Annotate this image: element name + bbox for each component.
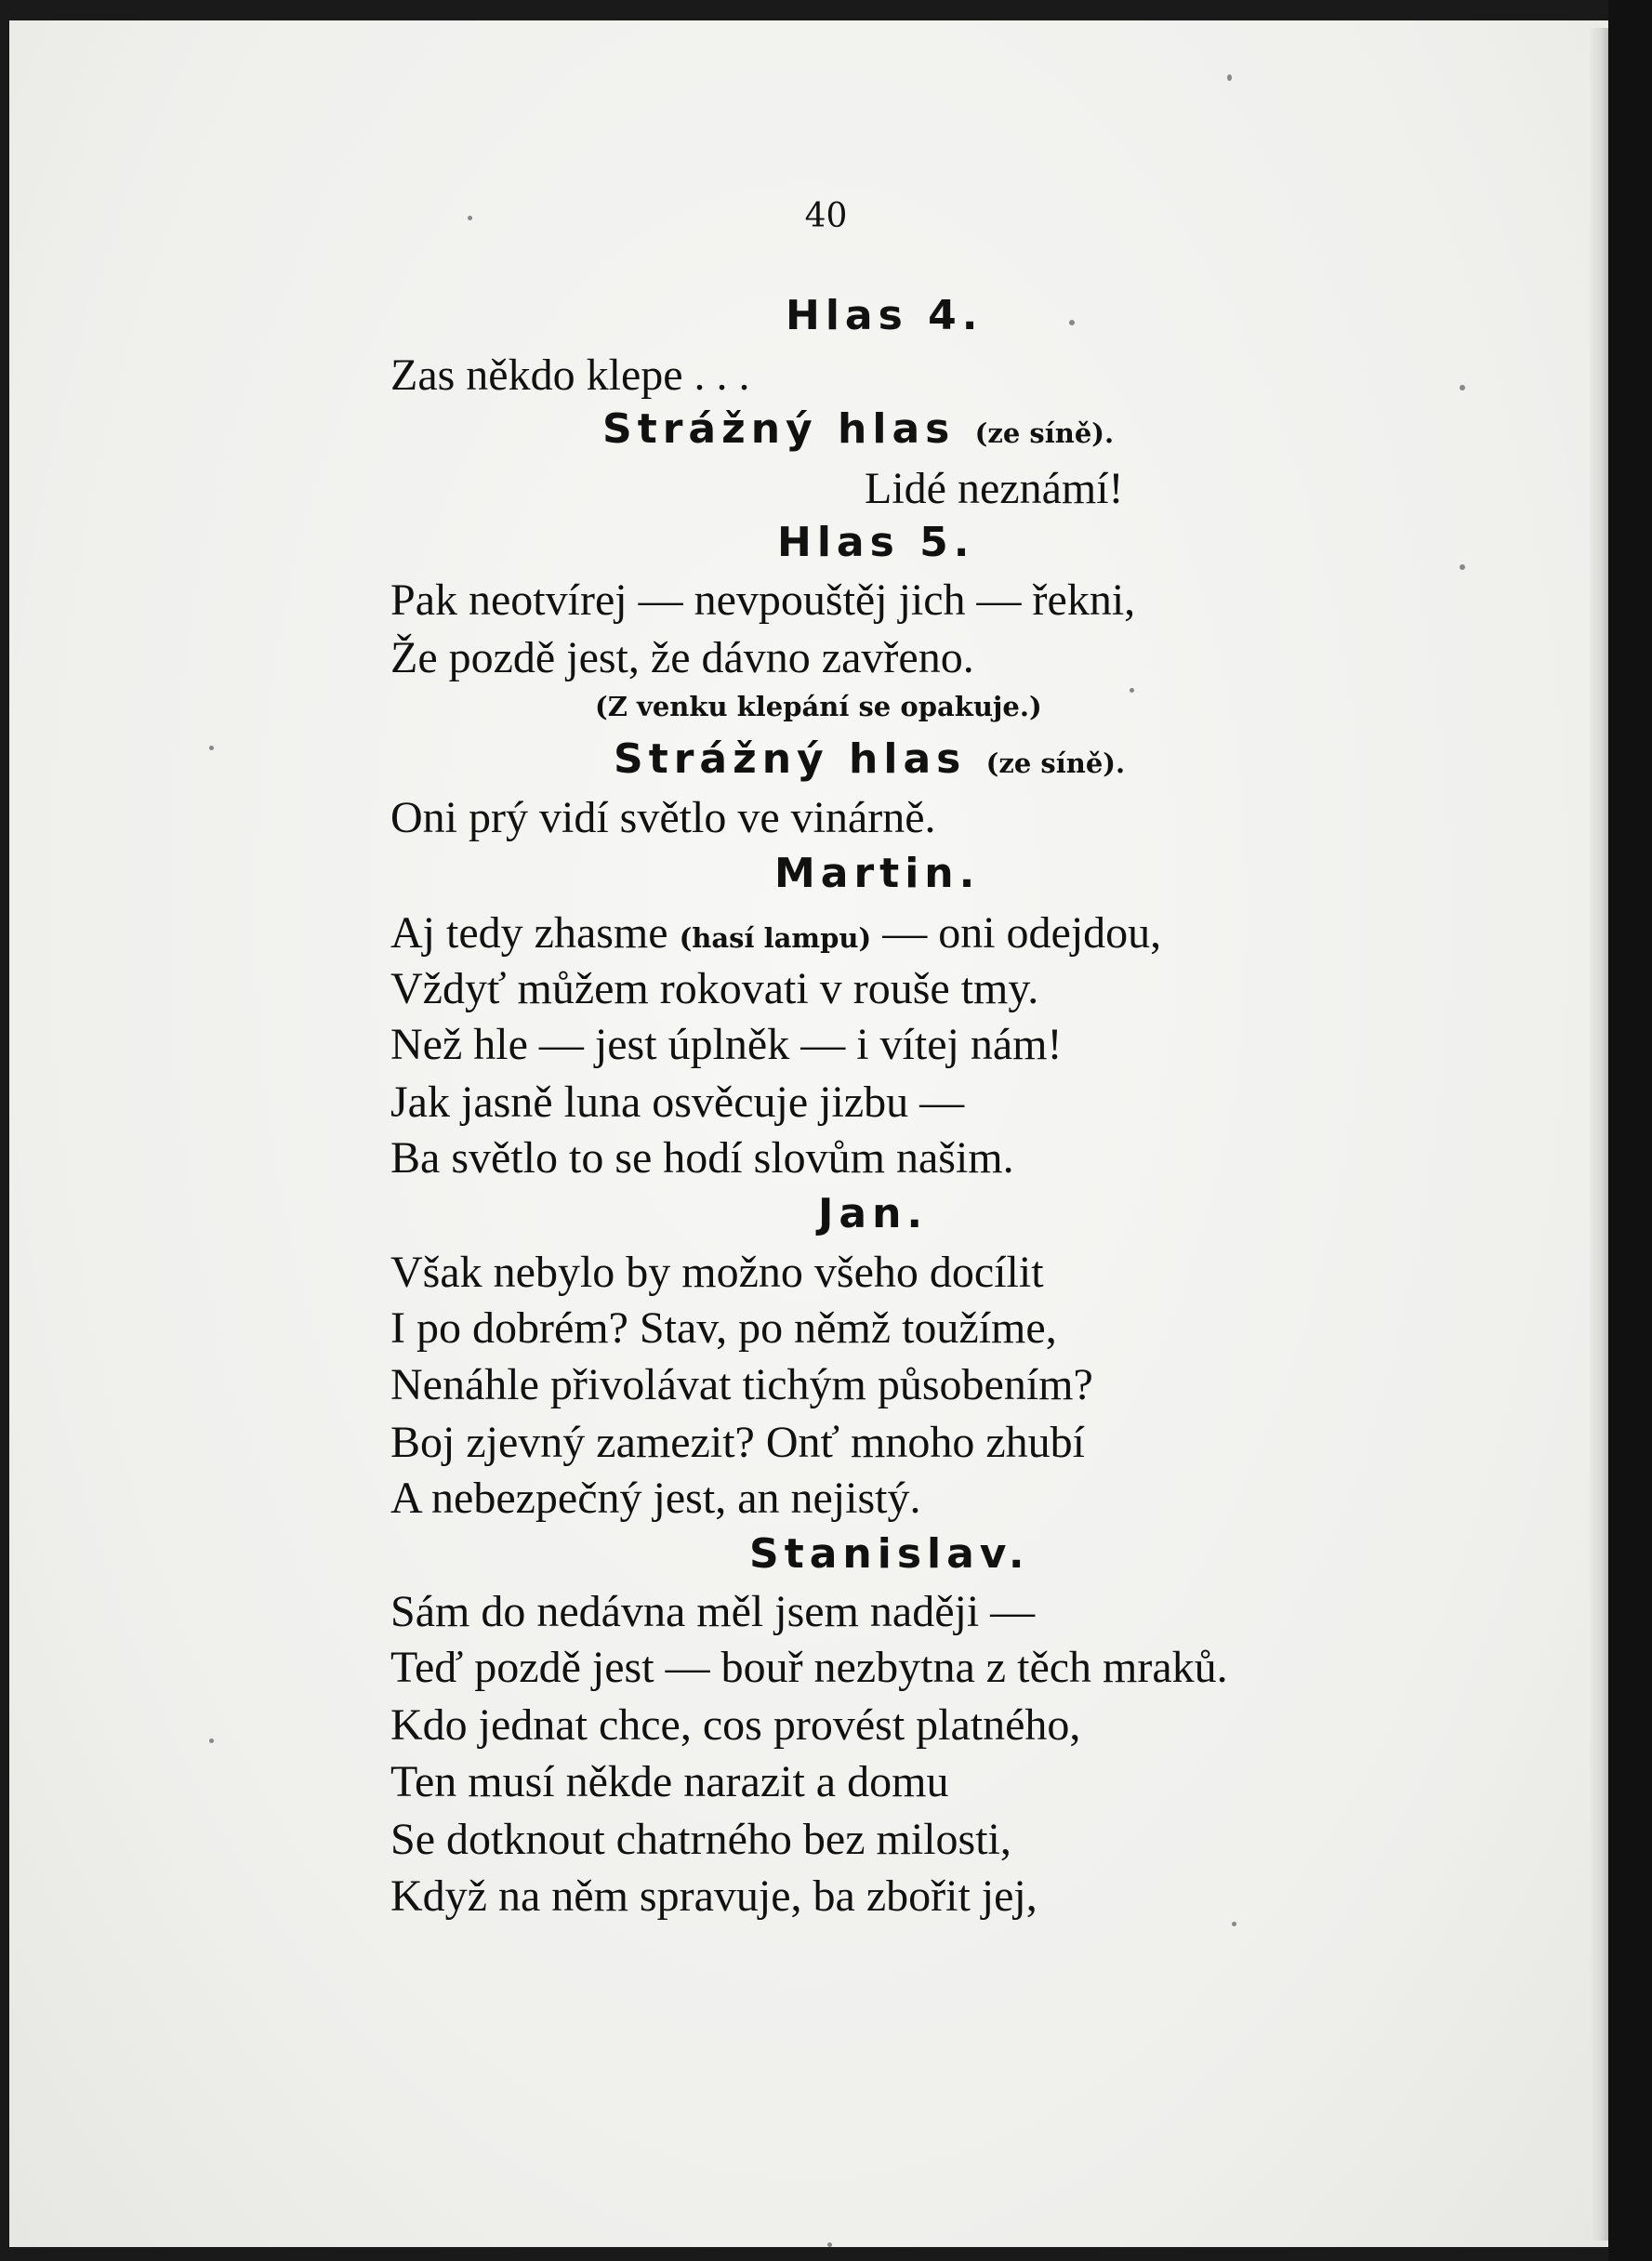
paper-speck [209, 1739, 214, 1743]
paper-speck [827, 2242, 832, 2247]
stage-direction: (Z venku klepání se opakuje.) [595, 691, 1042, 722]
paper-speck [1069, 320, 1075, 325]
verse-line: Ba světlo to se hodí slovům našim. [390, 1133, 1014, 1183]
verse-line: Než hle — jest úplněk — i vítej nám! [390, 1020, 1063, 1069]
page-number: 40 [804, 197, 848, 235]
speaker-strazny-hlas [602, 405, 1115, 453]
verse-line [390, 908, 1162, 958]
speaker-jan: Jan. [818, 1190, 929, 1237]
verse-text: Aj tedy zhasme [390, 908, 668, 958]
verse-line: Že pozdě jest, že dávno zavřeno. [390, 633, 974, 682]
verse-line: Jak jasně luna osvěcuje jizbu — [390, 1078, 965, 1127]
verse-line: Se dotknout chatrného bez milosti, [390, 1815, 1011, 1864]
verse-line: Oni prý vidí světlo ve vinárně. [390, 793, 936, 842]
verse-line: Vždyť můžem rokovati v rouše tmy. [390, 964, 1039, 1013]
paper-speck [1232, 1922, 1236, 1926]
verse-line: Boj zjevný zamezit? Onť mnoho zhubí [390, 1418, 1085, 1467]
verse-line: A nebezpečný jest, an nejistý. [390, 1474, 921, 1523]
speaker-hlas-5: Hlas 5. [777, 519, 975, 566]
paper-speck [1460, 385, 1465, 390]
verse-line: Zas někdo klepe . . . [390, 350, 750, 400]
verse-text: — oni odejdou, [882, 908, 1162, 958]
verse-line: I po dobrém? Stav, po němž toužíme, [390, 1303, 1057, 1353]
stage-direction: (ze síně). [985, 747, 1126, 779]
verse-line: Kdo jednat chce, cos provést platného, [390, 1700, 1081, 1750]
verse-line: Ten musí někde narazit a domu [390, 1757, 949, 1806]
page-spine [1590, 28, 1608, 2241]
paper-speck [209, 746, 214, 750]
speaker-hlas-4: Hlas 4. [786, 292, 984, 339]
paper-speck [1227, 74, 1232, 81]
speaker-name: Strážný hlas [614, 735, 967, 783]
verse-line: Teď pozdě jest — bouř nezbytna z těch mraků. [390, 1643, 1228, 1692]
speaker-stanislav: Stanislav. [749, 1530, 1030, 1578]
verse-line: Sám do nedávna měl jsem naději — [390, 1587, 1036, 1636]
verse-line: Nenáhle přivolávat tichým působením? [390, 1360, 1093, 1409]
paper-speck [1460, 564, 1465, 570]
verse-line: Pak neotvírej — nevpouštěj jich — řekni, [390, 575, 1136, 625]
scan-border [1608, 0, 1652, 2261]
speaker-name: Strážný hlas [602, 405, 956, 453]
speaker-strazny-hlas [614, 735, 1126, 783]
paper-speck [1130, 688, 1134, 693]
verse-line: Když na něm spravuje, ba zbořit jej, [390, 1871, 1037, 1921]
verse-line: Však nebylo by možno všeho docílit [390, 1248, 1044, 1297]
stage-direction: (hasí lampu) [679, 922, 872, 954]
stage-direction: (ze síně). [974, 417, 1115, 449]
verse-line: Lidé neznámí! [865, 464, 1124, 513]
speaker-martin: Martin. [774, 850, 981, 897]
